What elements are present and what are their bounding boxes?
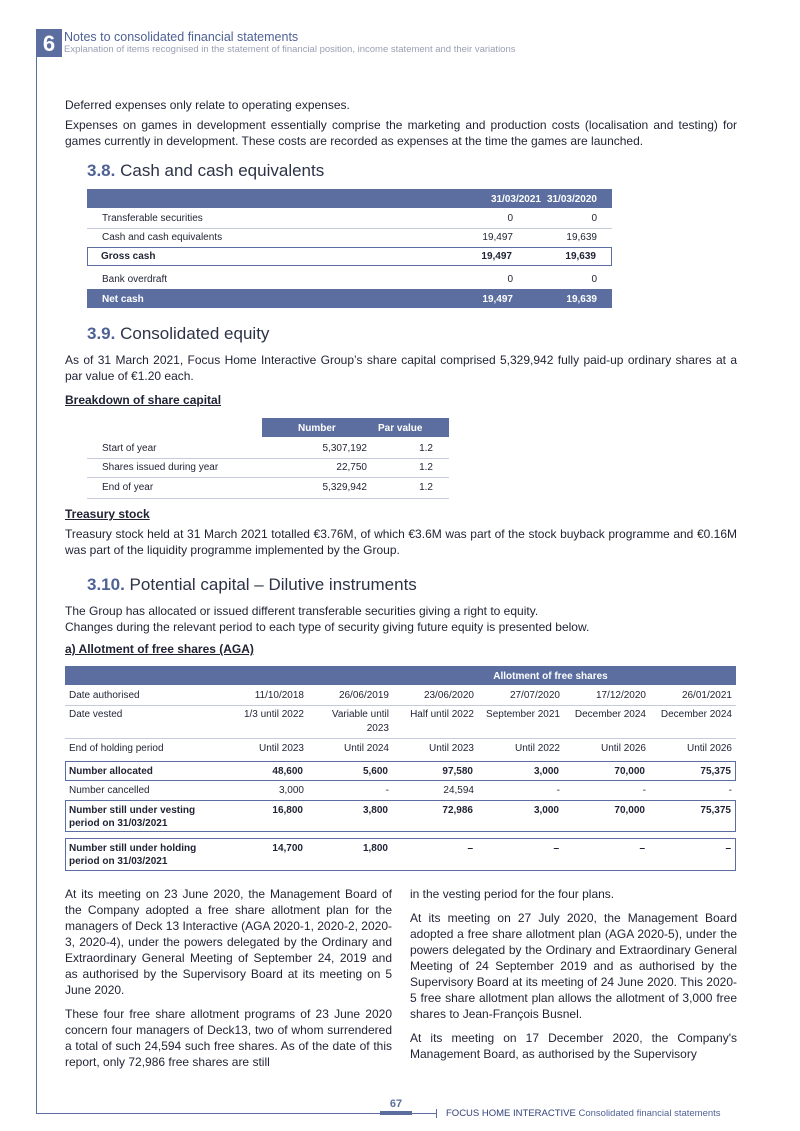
cell-value: 1.2 bbox=[419, 482, 433, 493]
row-label: Shares issued during year bbox=[102, 462, 219, 473]
dilutive-paragraph-2: Changes during the relevant period to each type of security giving future equity is presented below. bbox=[65, 620, 590, 634]
vesting-row bbox=[65, 800, 736, 832]
cell-value: 48,600 bbox=[272, 766, 303, 777]
cell-value: 19,497 bbox=[481, 251, 512, 262]
cell-value: 26/01/2021 bbox=[681, 690, 732, 701]
cell-value: Until 2024 bbox=[343, 743, 389, 754]
row-label: Date vested bbox=[69, 709, 123, 720]
column-header: 31/03/2020 bbox=[546, 194, 597, 205]
cell-value: 5,307,192 bbox=[322, 443, 367, 454]
row-label: Start of year bbox=[102, 443, 157, 454]
cell-value: 16,800 bbox=[272, 805, 303, 816]
net-cash-row bbox=[87, 289, 612, 308]
cell-value: 24,594 bbox=[443, 785, 474, 796]
divider bbox=[87, 228, 612, 229]
cell-value: 2023 bbox=[366, 723, 389, 734]
divider bbox=[87, 458, 449, 459]
footer-brand: FOCUS HOME INTERACTIVE bbox=[446, 1108, 576, 1119]
page-header bbox=[36, 29, 756, 57]
divider bbox=[65, 738, 736, 739]
cell-value: December 2024 bbox=[660, 709, 732, 720]
cell-value: 0 bbox=[507, 213, 513, 224]
cell-value: Until 2022 bbox=[514, 743, 560, 754]
cash-table-header bbox=[87, 189, 612, 208]
cell-value: 97,580 bbox=[442, 766, 473, 777]
page-number: 67 bbox=[389, 1098, 403, 1110]
section-number: 3.10. bbox=[87, 575, 125, 594]
intro-paragraph-1: Deferred expenses only relate to operating expenses. bbox=[65, 98, 350, 112]
section-number: 3.9. bbox=[87, 324, 116, 343]
chapter-number: 6 bbox=[36, 29, 62, 57]
table-row bbox=[65, 785, 736, 799]
row-label: period on 31/03/2021 bbox=[69, 856, 168, 867]
cell-value: 1.2 bbox=[419, 443, 433, 454]
cell-value: December 2024 bbox=[574, 709, 646, 720]
cell-value: 19,639 bbox=[566, 232, 597, 243]
cell-value: 1/3 until 2022 bbox=[243, 709, 304, 720]
section-heading-3-10 bbox=[87, 575, 417, 595]
footer-tick bbox=[436, 1109, 437, 1118]
cell-value: Until 2026 bbox=[686, 743, 732, 754]
table-row bbox=[87, 462, 449, 476]
breakdown-title: Breakdown of share capital bbox=[65, 393, 222, 407]
cell-value: 19,639 bbox=[565, 251, 596, 262]
column-header: 31/03/2021 bbox=[490, 194, 541, 205]
table-row bbox=[65, 709, 736, 737]
section-number: 3.8. bbox=[87, 161, 116, 180]
cell-value: 5,600 bbox=[362, 766, 388, 777]
cell-value: 23/06/2020 bbox=[423, 690, 474, 701]
section-title: Consolidated equity bbox=[120, 324, 270, 343]
section-title: Potential capital – Dilutive instruments bbox=[129, 575, 417, 594]
dilutive-paragraph-1: The Group has allocated or issued different transferable securities giving a right to equity. bbox=[65, 604, 539, 618]
footer-doc-title: Consolidated financial statements bbox=[578, 1108, 721, 1119]
gross-cash-row bbox=[87, 247, 612, 266]
divider bbox=[87, 477, 449, 478]
cell-value: 11/10/2018 bbox=[254, 690, 304, 701]
cell-value: 0 bbox=[591, 213, 597, 224]
cell-value: 3,000 bbox=[533, 805, 559, 816]
row-label: Number allocated bbox=[69, 766, 153, 777]
cell-value: 70,000 bbox=[614, 766, 645, 777]
section-heading-3-9 bbox=[87, 324, 269, 344]
text-column-left bbox=[65, 886, 392, 1078]
paragraph: At its meeting on 27 July 2020, the Management Board adopted a free share allotment plan (AGA 2020-5), under the powers delegated by the Ordinary and Extraordinary General Meeting of 24 September 2019 and as authorised by the Supervisory Board at its meeting of 24 June 2020. This 2020-5 free share allotment plan allows the allotment of 3,000 free shares to Jean-François Busnel. bbox=[410, 911, 737, 1021]
cell-value: 1,800 bbox=[362, 843, 388, 854]
section-title: Cash and cash equivalents bbox=[120, 161, 325, 180]
cell-value: - bbox=[642, 785, 646, 796]
cell-value: 3,000 bbox=[278, 785, 304, 796]
cell-value: 5,329,942 bbox=[322, 482, 367, 493]
row-label: End of holding period bbox=[69, 743, 164, 754]
cell-value: 72,986 bbox=[442, 805, 473, 816]
paragraph: At its meeting on 17 December 2020, the Company's Management Board, as authorised by the Supervisory bbox=[410, 1031, 737, 1061]
row-label: Number cancelled bbox=[69, 785, 150, 796]
column-header: Par value bbox=[378, 423, 423, 434]
divider bbox=[87, 498, 449, 499]
cell-value: 0 bbox=[507, 274, 513, 285]
equity-paragraph: As of 31 March 2021, Focus Home Interactive Group’s share capital comprised 5,329,942 fully paid-up ordinary shares at a par value of €1.20 each. bbox=[65, 353, 737, 383]
cell-value: – bbox=[467, 843, 473, 854]
cell-value: 19,497 bbox=[482, 294, 513, 305]
text-column-right bbox=[410, 886, 737, 1070]
cell-value: Until 2023 bbox=[258, 743, 304, 754]
aga-title: a) Allotment of free shares (AGA) bbox=[65, 642, 254, 656]
cell-value: 3,000 bbox=[533, 766, 559, 777]
cell-value: Until 2026 bbox=[600, 743, 646, 754]
breakdown-header bbox=[262, 418, 449, 437]
row-label: Number still under vesting bbox=[69, 805, 196, 816]
footer-line bbox=[36, 1113, 436, 1114]
page-number-marker bbox=[380, 1111, 412, 1115]
allocated-row bbox=[65, 761, 736, 781]
treasury-title: Treasury stock bbox=[65, 507, 150, 521]
cell-value: – bbox=[725, 843, 731, 854]
page-frame-line bbox=[36, 57, 37, 1114]
cell-value: - bbox=[385, 785, 389, 796]
cell-value: 19,639 bbox=[566, 294, 597, 305]
cell-value: 0 bbox=[591, 274, 597, 285]
paragraph: in the vesting period for the four plans. bbox=[410, 887, 615, 901]
row-label: Transferable securities bbox=[102, 213, 203, 224]
row-label: Bank overdraft bbox=[102, 274, 168, 285]
cell-value: 14,700 bbox=[272, 843, 303, 854]
cell-value: 1.2 bbox=[419, 462, 433, 473]
intro-paragraph-2: Expenses on games in development essentially comprise the marketing and production costs (localisation and testing) for games currently in development. These costs are recorded as expenses at the time the games are launched. bbox=[65, 118, 737, 148]
table-row bbox=[65, 690, 736, 704]
cell-value: 75,375 bbox=[700, 766, 731, 777]
column-header: Number bbox=[298, 423, 336, 434]
cell-value: - bbox=[556, 785, 560, 796]
cell-value: - bbox=[728, 785, 732, 796]
holding-row bbox=[65, 838, 736, 871]
cell-value: September 2021 bbox=[486, 709, 560, 720]
cell-value: 22,750 bbox=[336, 462, 367, 473]
row-label: Net cash bbox=[102, 294, 144, 305]
cell-value: 70,000 bbox=[614, 805, 645, 816]
cell-value: 27/07/2020 bbox=[509, 690, 560, 701]
cell-value: Until 2023 bbox=[428, 743, 474, 754]
header-title: Notes to consolidated financial statements bbox=[64, 30, 299, 44]
footer-text bbox=[446, 1108, 721, 1119]
cell-value: Variable until bbox=[331, 709, 389, 720]
cell-value: 19,497 bbox=[482, 232, 513, 243]
row-label: period on 31/03/2021 bbox=[69, 818, 168, 829]
table-row bbox=[65, 743, 736, 757]
cell-value: Half until 2022 bbox=[410, 709, 474, 720]
row-label: Gross cash bbox=[101, 251, 156, 262]
cell-value: 17/12/2020 bbox=[595, 690, 646, 701]
aga-header bbox=[65, 666, 736, 685]
section-heading-3-8 bbox=[87, 161, 324, 181]
column-header: Allotment of free shares bbox=[493, 671, 608, 682]
table-row bbox=[87, 482, 449, 496]
paragraph: At its meeting on 23 June 2020, the Management Board of the Company adopted a free share allotment plan for the managers of Deck 13 Interactive (AGA 2020-1, 2020-2, 2020-3, 2020-4), under the powers delegated by the Ordinary and Extraordinary General Meeting of September 24, 2019 and as authorised by the Supervisory Board at its meeting on 5 June 2020. bbox=[65, 887, 392, 997]
cell-value: 3,800 bbox=[362, 805, 388, 816]
row-label: Date authorised bbox=[69, 690, 140, 701]
divider bbox=[65, 705, 736, 706]
row-label: Cash and cash equivalents bbox=[102, 232, 223, 243]
header-subtitle: Explanation of items recognised in the statement of financial position, income statement and their variations bbox=[64, 44, 516, 55]
cell-value: 26/06/2019 bbox=[338, 690, 389, 701]
table-row bbox=[87, 232, 612, 246]
paragraph: These four free share allotment programs of 23 June 2020 concern four managers of Deck13, two of whom surrendered a total of such 24,594 such free shares. As of the date of this report, only 72,986 free shares are still bbox=[65, 1007, 392, 1069]
cell-value: – bbox=[639, 843, 645, 854]
table-row bbox=[87, 213, 612, 227]
cell-value: – bbox=[553, 843, 559, 854]
row-label: Number still under holding bbox=[69, 843, 197, 854]
cell-value: 75,375 bbox=[700, 805, 731, 816]
row-label: End of year bbox=[102, 482, 154, 493]
table-row bbox=[87, 443, 449, 457]
table-row bbox=[87, 274, 612, 288]
treasury-paragraph: Treasury stock held at 31 March 2021 totalled €3.76M, of which €3.6M was part of the stock buyback programme and €0.16M was part of the liquidity programme implemented by the Group. bbox=[65, 527, 737, 557]
